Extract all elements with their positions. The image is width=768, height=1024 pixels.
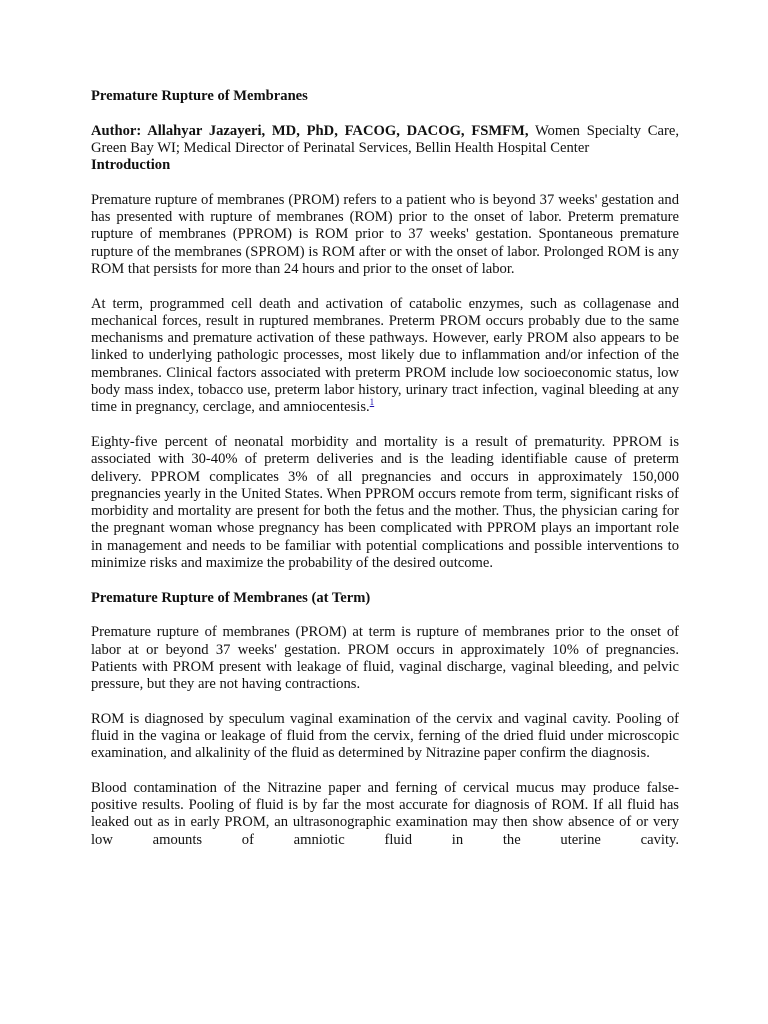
term-paragraph-1: Premature rupture of membranes (PROM) at term is rupture of membranes prior to the onset of labor at or beyond 37 weeks' gestation. PROM occurs in approximately 10% of pregnancies. Patients with PROM present with leakage of fluid, vaginal discharge, vaginal bleeding, and pelvic pressure, but they are not having contractions. [91, 624, 679, 693]
intro-paragraph-1: Premature rupture of membranes (PROM) refers to a patient who is beyond 37 weeks' gestation and has presented with rupture of membranes (ROM) prior to the onset of labor. Preterm premature rupture of membranes (PPROM) is ROM prior to 37 weeks' gestation. Spontaneous premature rupture of the membranes (SPROM) is ROM after or with the onset of labor. Prolonged ROM is any ROM that persists for more than 24 hours and prior to the onset of labor. [91, 191, 679, 277]
document-title: Premature Rupture of Membranes [91, 88, 308, 104]
author-name: Author: Allahyar Jazayeri, MD, PhD, FACOG, DACOG, FSMFM, [91, 122, 529, 139]
introduction-heading: Introduction [91, 157, 171, 174]
document-page [91, 88, 679, 866]
intro-paragraph-3: Eighty-five percent of neonatal morbidity and mortality is a result of prematurity. PPROM is associated with 30-40% of preterm deliveries and is the leading identifiable cause of preterm delivery. PPROM complicates 3% of all pregnancies and occurs in approximately 150,000 pregnancies yearly in the United States. When PPROM occurs remote from term, significant risks of morbidity and mortality are present for both the fetus and the mother. Thus, the physician caring for the pregnant woman whose pregnancy has been complicated with PPROM plays an important role in management and needs to be familiar with potential complications and possible interventions to minimize risks and maximize the probability of the desired outcome. [91, 433, 679, 572]
term-paragraph-2: ROM is diagnosed by speculum vaginal examination of the cervix and vaginal cavity. Pooling of fluid in the vagina or leakage of fluid from the cervix, ferning of the dried fluid under microscopic examination, and alkalinity of the fluid as determined by Nitrazine paper confirm the diagnosis. [91, 710, 679, 762]
author-affiliation: Women Specialty Care, Green Bay WI; Medical Director of Perinatal Services, Bellin Health Hospital Center [91, 122, 679, 156]
section-heading-term: Premature Rupture of Membranes (at Term) [91, 589, 371, 606]
intro-paragraph-2 [91, 296, 679, 417]
author-line [91, 123, 679, 158]
reference-link[interactable]: 1 [369, 397, 375, 408]
intro-paragraph-2-text: At term, programmed cell death and activation of catabolic enzymes, such as collagenase and mechanical forces, result in ruptured membranes. Preterm PROM occurs probably due to the same mechanisms and premature activation of these pathways. However, early PROM also appears to be linked to underlying pathologic processes, most likely due to inflammation and/or infection of the membranes. Clinical factors associated with preterm PROM include low socioeconomic status, low body mass index, tobacco use, preterm labor history, urinary tract infection, vaginal bleeding at any time in pregnancy, cerclage, and amniocentesis. [91, 295, 679, 416]
term-paragraph-3: Blood contamination of the Nitrazine paper and ferning of cervical mucus may produce false-positive results. Pooling of fluid is by far the most accurate for diagnosis of ROM. If all fluid has leaked out as in early PROM, an ultrasonographic examination may then show absence of or very low amounts of amniotic fluid in the uterine cavity. [91, 779, 679, 848]
